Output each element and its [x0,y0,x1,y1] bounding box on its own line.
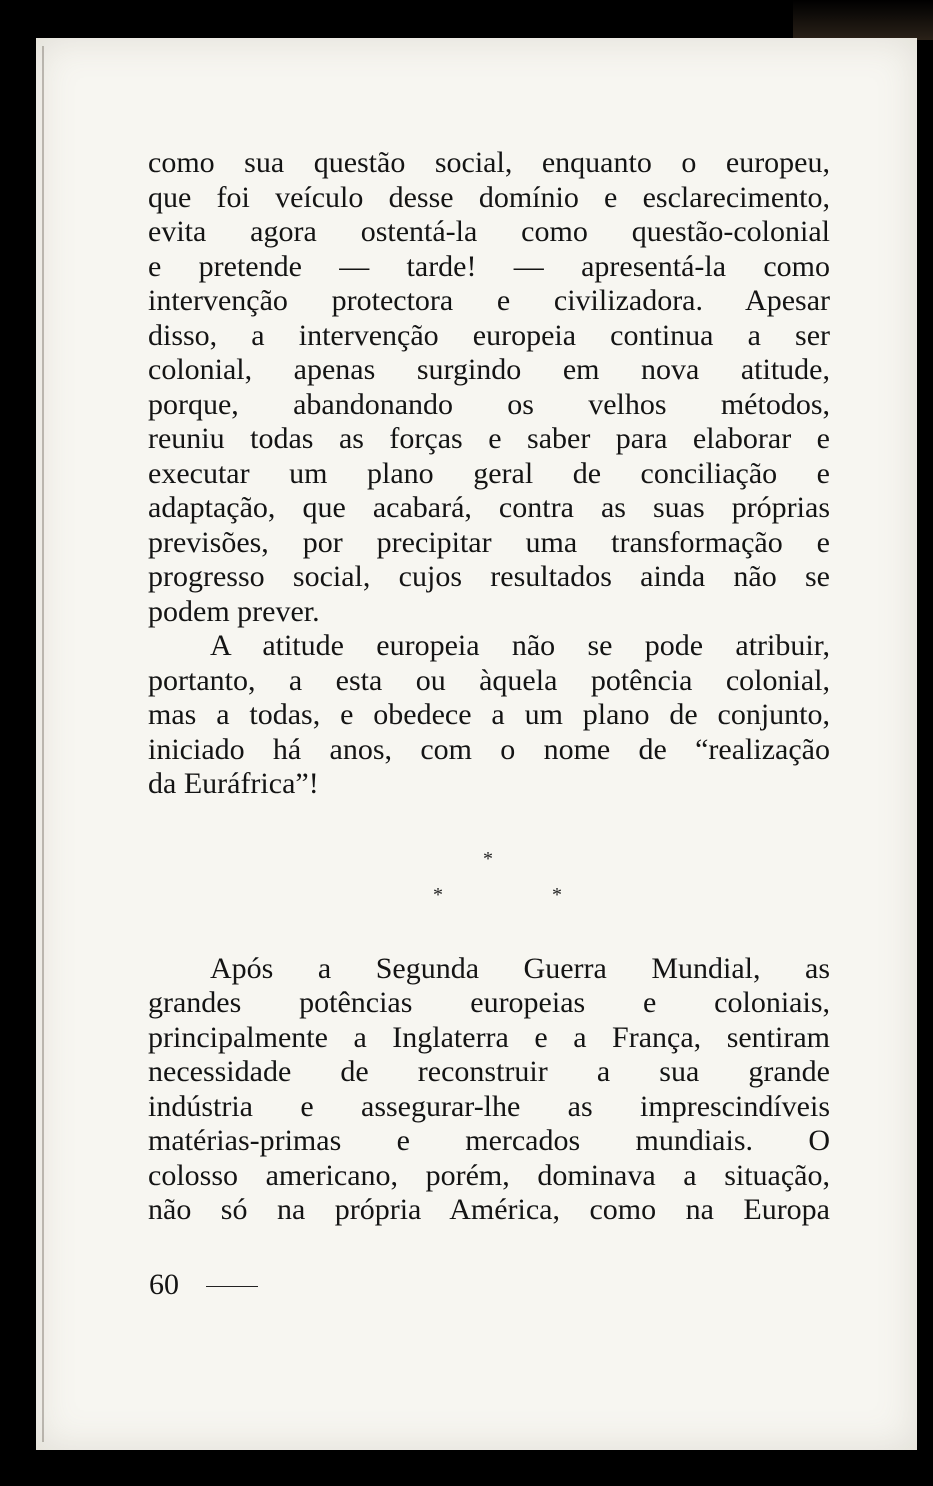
text-line: grandes potências europeias e coloniais, [148,986,830,1019]
text-line: executar um plano geral de conciliação e [148,456,830,490]
paragraph-2 [148,629,830,802]
text-line: que foi veículo desse domínio e esclarecimento, [148,180,830,214]
book-page [36,38,917,1450]
text-line: indústria e assegurar-lhe as imprescindíveis [148,1089,830,1123]
text-line: principalmente a Inglaterra e a França, sentiram [148,1020,830,1054]
text-line: reuniu todas as forças e saber para elaborar e [148,422,830,455]
asterisk-icon: * [433,883,443,906]
text-line: progresso social, cujos resultados ainda não se [148,560,830,593]
text-line: necessidade de reconstruir a sua grande [148,1055,830,1088]
text-line: previsões, por precipitar uma transformação e [148,525,830,559]
book-edge [793,0,933,40]
text-line: mas a todas, e obedece a um plano de conjunto, [148,698,830,731]
text-line: Após a Segunda Guerra Mundial, as [210,951,830,985]
section-separator [148,802,830,952]
text-line: podem prever. [148,594,320,628]
text-line: da Euráfrica”! [148,767,319,800]
text-line: intervenção protectora e civilizadora. Apesar [148,284,830,317]
text-line: porque, abandonando os velhos métodos, [148,387,830,421]
text-line: como sua questão social, enquanto o europeu, [148,146,830,179]
text-line: A atitude europeia não se pode atribuir, [210,629,830,662]
text-line: disso, a intervenção europeia continua a ser [148,318,830,352]
text-line: portanto, a esta ou àquela potência colonial, [148,663,830,697]
text-line: matérias-primas e mercados mundiais. O [148,1124,830,1157]
text-line: evita agora ostentá-la como questão-colonial [148,215,830,248]
text-line: colosso americano, porém, dominava a situação, [148,1158,830,1192]
page-number: 60 [149,1268,179,1301]
text-line: adaptação, que acabará, contra as suas próprias [148,491,830,524]
paragraph-1 [148,146,830,629]
folio-rule [206,1286,258,1287]
asterisk-icon: * [552,883,562,906]
asterisk-icon: * [483,847,493,870]
text-line: iniciado há anos, com o nome de “realização [148,732,830,766]
text-line: e pretende — tarde! — apresentá-la como [148,249,830,283]
text-line: não só na própria América, como na Europa [148,1193,830,1226]
body-text [148,146,830,1228]
paragraph-3 [148,952,830,1228]
text-line: colonial, apenas surgindo em nova atitude, [148,353,830,386]
